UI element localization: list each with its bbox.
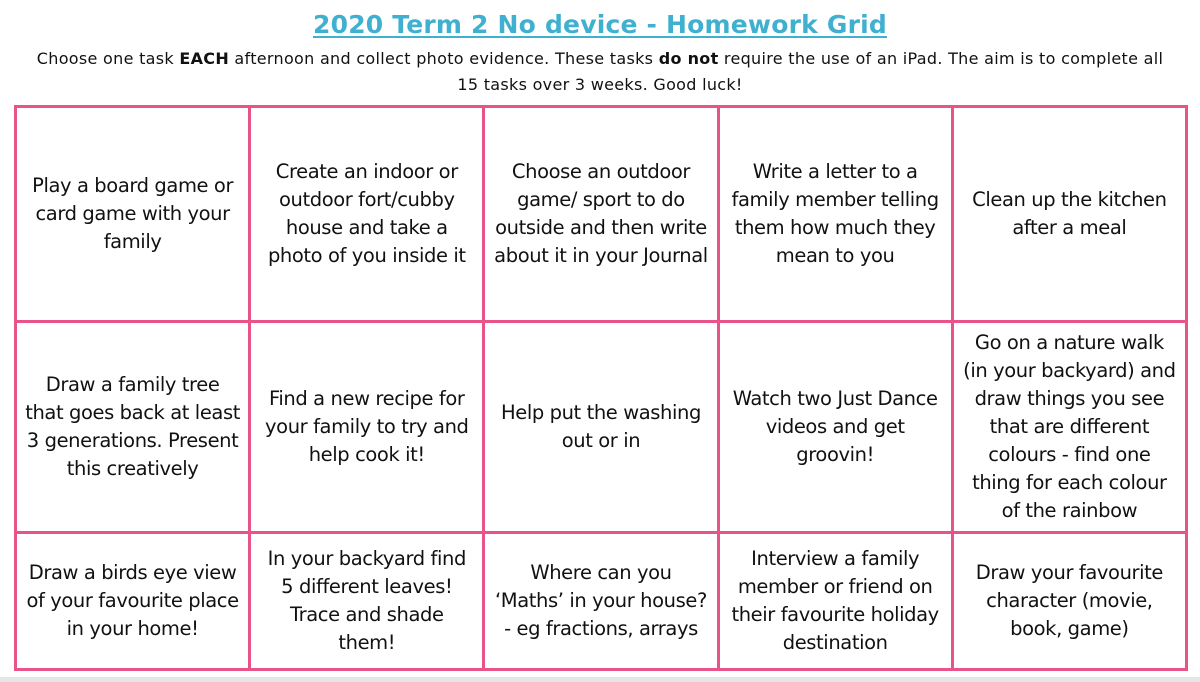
task-cell: In your backyard find 5 different leaves! Trace and shade them! bbox=[250, 533, 484, 670]
task-cell: Draw a birds eye view of your favourite place in your home! bbox=[16, 533, 250, 670]
homework-grid bbox=[14, 105, 1188, 671]
task-cell: Choose an outdoor game/ sport to do outside and then write about it in your Journal bbox=[484, 107, 718, 322]
grid-row-1 bbox=[16, 107, 1187, 322]
task-cell: Draw a family tree that goes back at least 3 generations. Present this creatively bbox=[16, 322, 250, 533]
task-cell: Create an indoor or outdoor fort/cubby house and take a photo of you inside it bbox=[250, 107, 484, 322]
instructions-bold-do-not: do not bbox=[658, 49, 719, 68]
task-cell: Interview a family member or friend on their favourite holiday destination bbox=[718, 533, 952, 670]
page-title: 2020 Term 2 No device - Homework Grid bbox=[313, 10, 887, 39]
instructions-bold-each: EACH bbox=[179, 49, 230, 68]
task-cell: Where can you ‘Maths’ in your house?- eg fractions, arrays bbox=[484, 533, 718, 670]
task-cell: Clean up the kitchen after a meal bbox=[952, 107, 1186, 322]
instructions-part-1: Choose one task bbox=[36, 49, 180, 68]
task-cell: Help put the washing out or in bbox=[484, 322, 718, 533]
bottom-divider bbox=[0, 677, 1200, 682]
task-cell: Watch two Just Dance videos and get groovin! bbox=[718, 322, 952, 533]
task-cell: Draw your favourite character (movie, book, game) bbox=[952, 533, 1186, 670]
task-cell: Go on a nature walk (in your backyard) and draw things you see that are different colours - find one thing for each colour of the rainbow bbox=[952, 322, 1186, 533]
instructions-part-2: afternoon and collect photo evidence. These tasks bbox=[229, 49, 659, 68]
grid-row-3 bbox=[16, 533, 1187, 670]
grid-row-2 bbox=[16, 322, 1187, 533]
instructions-part-3: require the use of an iPad. The aim is to complete all 15 tasks over 3 weeks. Good luck! bbox=[457, 49, 1164, 94]
task-cell: Play a board game or card game with your family bbox=[16, 107, 250, 322]
task-cell: Find a new recipe for your family to try and help cook it! bbox=[250, 322, 484, 533]
task-cell: Write a letter to a family member telling them how much they mean to you bbox=[718, 107, 952, 322]
instructions-text bbox=[30, 46, 1170, 98]
